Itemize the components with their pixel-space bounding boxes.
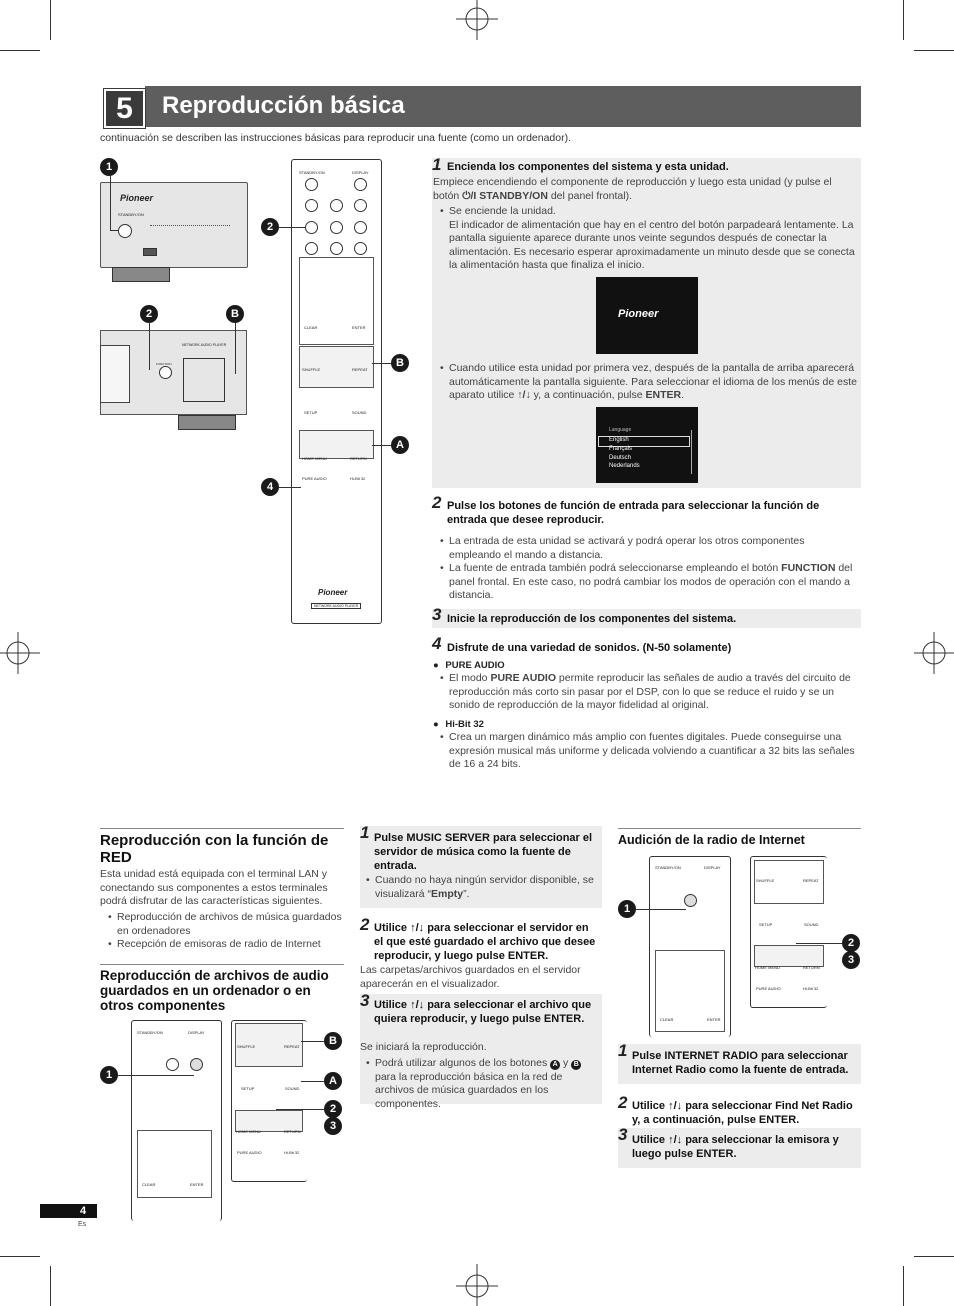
indicator-dots — [150, 225, 230, 230]
step1-bullets-2 — [440, 362, 858, 403]
callout-3: 3 — [842, 951, 860, 969]
arrows-icon: ↑/↓ — [517, 389, 531, 401]
callout-leader — [235, 322, 236, 374]
reg-mark — [903, 0, 904, 40]
step1-bullet2-enter: ENTER — [645, 389, 682, 401]
hibit-body — [440, 731, 860, 772]
step1-bullet1: Se enciende la unidad. — [449, 205, 556, 217]
power-button — [118, 224, 132, 238]
device-logo: Pioneer — [120, 193, 154, 203]
callout-A: A — [324, 1072, 342, 1090]
callout-leader — [279, 227, 305, 228]
mid-step3-body: Se iniciará la reproducción. — [360, 1041, 487, 1053]
mid-s1-b1a: Cuando no haya ningún servidor disponible, se visualizará “ — [375, 874, 594, 900]
callout-leader — [372, 363, 391, 364]
step1-body-b: del panel frontal). — [550, 189, 632, 202]
callout-leader — [110, 230, 118, 231]
pa-body-btn: PURE AUDIO — [490, 672, 556, 684]
step3-title: Inicie la reproducción de los componentes del sistema. — [447, 613, 737, 625]
pa-body-b: permite reproducir las señales de audio a través del circuito de reproducción más corto sin pasar por el DSP, con lo que se reduce el ruido y se un sonido de reproducción de la mayor fidelidad al original. — [449, 672, 851, 711]
list-item: • Cuando utilice esta unidad por primera vez, después de la pantalla de arriba aparecerá automáticamente la pantalla siguiente. Para seleccionar el idioma de los menús de este aparato utilice ↑/↓ y, a continuación, pulse ENTER. — [440, 362, 858, 403]
knob-group — [183, 358, 225, 402]
boot-screen-logo: Pioneer — [618, 308, 659, 320]
step1-title: Encienda los componentes del sistema y esta unidad. — [447, 161, 729, 173]
section-rule — [100, 828, 344, 829]
pure-audio-heading: ● PURE AUDIO — [433, 660, 505, 671]
language-option: English — [609, 437, 629, 443]
section-rule — [618, 828, 861, 829]
remote-home-label: HOME MENU — [302, 456, 327, 461]
remote-return-label: RETURN — [284, 1129, 301, 1134]
callout-1: 1 — [100, 158, 118, 176]
callout-leader — [276, 1109, 324, 1110]
mid-step2-title — [374, 921, 600, 963]
remote-clear-label: CLEAR — [142, 1182, 156, 1187]
internet-radio-button — [684, 894, 697, 907]
step1-bullet2-end: y, a continuación, pulse — [533, 389, 643, 401]
numpad-frame — [299, 257, 374, 345]
step2-bullet2b: del panel frontal. En este caso, no podrá cambiar los modos de operación con el mando a distancia. — [449, 562, 853, 601]
callout-B: B — [391, 354, 409, 372]
mid-s1-b1-bold: Empty — [431, 887, 464, 900]
remote-clear-label: CLEAR — [304, 325, 318, 330]
remote-sound-label: SOUND — [352, 410, 367, 415]
usb-button — [305, 221, 318, 234]
mid-s3-b1a: Podrá utilizar algunos de los botones — [375, 1057, 548, 1069]
language-title: Language — [609, 427, 632, 433]
music-server-button — [190, 1058, 203, 1071]
red-section-body: Esta unidad está equipada con el terminal LAN y conectando sus componentes a estos terminales podrá disfrutar de las características siguientes. — [100, 868, 328, 907]
nav-pad-frame — [754, 945, 824, 967]
remote-standby-label: STANDBY/ON — [299, 170, 325, 175]
red-bullets — [108, 911, 344, 952]
nav-pad-frame — [299, 430, 374, 459]
radio-step2-number: 2 — [618, 1093, 628, 1112]
remote-enter-label: ENTER — [707, 1017, 721, 1022]
mid-step1-title: Pulse MUSIC SERVER para seleccionar el servidor de música como la fuente de entrada. — [374, 832, 593, 872]
ipod-button — [305, 199, 318, 212]
pa-body-a: El modo — [449, 672, 488, 684]
radio-s3-title-b: para seleccionar la emisora y luego pulse ENTER. — [632, 1134, 839, 1160]
callout-leader — [118, 1075, 194, 1076]
callout-leader — [796, 943, 842, 944]
callout-2: 2 — [842, 934, 860, 952]
mid-step3-number: 3 — [360, 991, 370, 1010]
step1-bullets — [440, 205, 858, 273]
internet-radio-button — [166, 1058, 179, 1071]
intro-text: continuación se describen las instrucciones básicas para reproducir una fuente (como un ordenador). — [100, 132, 572, 144]
step2-bullet2a: La fuente de entrada también podrá seleccionarse empleando el botón — [449, 562, 779, 574]
step2-bullet2-btn: FUNCTION — [781, 562, 836, 574]
list-item: • Recepción de emisoras de radio de Internet — [108, 938, 344, 952]
language-scrollbar — [691, 430, 692, 474]
callout-leader — [279, 487, 301, 488]
remote-home-label: HOME MENU — [236, 1129, 261, 1134]
callout-B: B — [324, 1032, 342, 1050]
language-option: Nederlands — [609, 463, 640, 469]
list-item — [440, 205, 858, 273]
language-code: Es — [78, 1221, 87, 1228]
device-nap-label: NETWORK AUDIO PLAYER — [182, 343, 227, 347]
remote-shuffle-label: SHUFFLE — [237, 1044, 256, 1049]
reg-mark — [50, 1266, 51, 1306]
remote-repeat-label: REPEAT — [803, 878, 819, 883]
crosshair-icon — [0, 632, 42, 674]
remote-standby-label: STANDBY/ON — [137, 1030, 163, 1035]
remote-display-label: DISPLAY — [188, 1030, 205, 1035]
chapter-number: 5 — [104, 89, 145, 128]
list-item: • Crea un margen dinámico más amplio con fuentes digitales. Puede conseguirse una expresión musical más uniforme y delicada volviendo a cuantificar a 32 bits las señales de 16 a 24 bits. — [440, 731, 860, 772]
remote-pureaudio-label: PURE AUDIO — [302, 476, 327, 481]
remote-return-label: RETURN — [803, 965, 820, 970]
arrows-icon: ↑/↓ — [410, 922, 425, 934]
radio-s3-title-a: Utilice — [632, 1134, 666, 1146]
mid-step2-body: Las carpetas/archivos guardados en el servidor aparecerán en el visualizador. — [360, 964, 581, 990]
reg-mark — [0, 50, 40, 51]
remote-shuffle-label: SHUFFLE — [756, 878, 775, 883]
callout-3: 3 — [324, 1117, 342, 1135]
remote-enter-label: ENTER — [352, 325, 366, 330]
callout-1: 1 — [618, 900, 636, 918]
red-sub-title: Reproducción de archivos de audio guardados en un ordenador o en otros componentes — [100, 968, 329, 1013]
device-foot — [112, 267, 170, 282]
step1-body: Empiece encendiendo el componente de reproducción y luego esta unidad (y pulse el botón ⏻/I STANDBY/ON del panel frontal). — [433, 176, 832, 202]
callout-leader — [301, 1041, 324, 1042]
radio-step2-title — [632, 1099, 858, 1127]
mid-step1-bullets — [366, 874, 598, 901]
device-display — [100, 345, 130, 403]
airjam-button — [354, 221, 367, 234]
arrows-icon: ↑/↓ — [410, 999, 425, 1011]
remote-display-label: DISPLAY — [704, 865, 721, 870]
dig-usb-button — [305, 242, 318, 255]
reg-mark — [50, 0, 51, 40]
remote-setup-label: SETUP — [304, 410, 318, 415]
callout-B-inline: B — [571, 1060, 581, 1070]
remote-sound-label: SOUND — [285, 1086, 300, 1091]
mid-step3-bullets — [366, 1057, 600, 1111]
step1-body-a: Empiece encendiendo el componente de reproducción y luego esta unidad (y pulse el botón — [433, 176, 832, 202]
language-option: Français — [609, 446, 633, 452]
crosshair-icon — [456, 1264, 498, 1306]
step3-number: 3 — [432, 605, 442, 624]
radio-step3-title — [632, 1133, 858, 1161]
callout-1: 1 — [100, 1066, 118, 1084]
display-button — [354, 178, 367, 191]
callout-2: 2 — [324, 1100, 342, 1118]
callout-4: 4 — [261, 478, 279, 496]
remote-nap-label: NETWORK AUDIO PLAYER — [311, 603, 361, 609]
numpad-frame — [137, 1130, 212, 1198]
list-item — [366, 874, 598, 901]
remote-enter-label: ENTER — [190, 1182, 204, 1187]
arrows-icon: ↑/↓ — [668, 1100, 683, 1112]
callout-B: B — [226, 305, 244, 323]
mid-step1-number: 1 — [360, 823, 370, 842]
function-label: FUNCTION — [156, 362, 172, 366]
callout-leader — [110, 175, 111, 230]
step1-bullet2: Cuando utilice esta unidad por primera vez, después de la pantalla de arriba aparecerá automáticamente la pantalla siguiente. Para seleccionar el idioma de los menús de este aparato utilice — [449, 362, 857, 401]
mid-s3-title-b: para seleccionar el archivo que quiera reproducir, y luego pulse ENTER. — [374, 999, 592, 1025]
radio-s2-title-a: Utilice — [632, 1100, 666, 1112]
red-section-title: Reproducción con la función de RED — [100, 832, 329, 866]
reg-mark — [914, 1256, 954, 1257]
radio-s2-title-b: para seleccionar Find Net Radio y, a continuación, pulse ENTER. — [632, 1100, 853, 1126]
remote-logo: Pioneer — [318, 588, 348, 597]
remote-setup-label: SETUP — [241, 1086, 255, 1091]
section-rule — [100, 964, 344, 965]
step2-number: 2 — [432, 493, 442, 512]
mid-s2-title-b: para seleccionar el servidor en el que esté guardado el archivo que desee reproducir, y luego pulse ENTER. — [374, 922, 596, 962]
radio-step3-number: 3 — [618, 1125, 628, 1144]
callout-A: A — [391, 436, 409, 454]
callout-leader — [149, 322, 150, 370]
dig2-button — [354, 242, 367, 255]
hibit-heading: ● Hi-Bit 32 — [433, 719, 484, 730]
mid-s3-b1-y: y — [563, 1057, 569, 1069]
internet-radio-button — [330, 199, 343, 212]
callout-leader — [372, 445, 391, 446]
step1-number: 1 — [432, 155, 442, 174]
callout-A-inline: A — [550, 1060, 560, 1070]
step1-bullet1-cont: El indicador de alimentación que hay en el centro del botón parpadeará lentamente. La pantalla siguiente aparece durante unos veinte segundos después de conectar la alimentación. Es necesario esperar aproximadamente un minuto desde que se conecta la alimentación hasta que finaliza el inicio. — [449, 218, 855, 271]
remote-setup-label: SETUP — [759, 922, 773, 927]
step4-number: 4 — [432, 634, 442, 653]
radio-step1-title: Pulse INTERNET RADIO para seleccionar Internet Radio como la fuente de entrada. — [632, 1050, 849, 1076]
reg-mark — [914, 50, 954, 51]
arrows-icon: ↑/↓ — [668, 1134, 683, 1146]
remote-hibit-label: Hi-Bit 32 — [284, 1150, 300, 1155]
remote-sound-label: SOUND — [804, 922, 819, 927]
function-button — [159, 366, 172, 379]
callout-leader — [636, 909, 686, 910]
page-number: 4 — [40, 1204, 97, 1218]
mid-s3-b1b: para la reproducción básica en la red de archivos de música guardados en los componentes. — [375, 1070, 563, 1110]
step4-title: Disfrute de una variedad de sonidos. (N-50 solamente) — [447, 642, 732, 654]
list-item — [366, 1057, 600, 1111]
callout-2: 2 — [261, 218, 279, 236]
remote-repeat-label: REPEAT — [284, 1044, 300, 1049]
list-item: • Reproducción de archivos de música guardados en ordenadores — [108, 911, 344, 938]
callout-2: 2 — [140, 305, 158, 323]
remote-standby-label: STANDBY/ON — [655, 865, 681, 870]
remote-hibit-label: Hi-Bit 32 — [803, 986, 819, 991]
radio-step1-number: 1 — [618, 1041, 628, 1060]
device-foot — [178, 415, 236, 430]
hibit-head: Hi-Bit 32 — [445, 719, 484, 730]
reg-mark — [0, 1256, 40, 1257]
mid-s2-title-a: Utilice — [374, 922, 408, 934]
remote-clear-label: CLEAR — [660, 1017, 674, 1022]
list-item: • La entrada de esta unidad se activará y podrá operar los otros componentes empleando el mando a distancia. — [440, 535, 858, 562]
page-title: Reproducción básica — [162, 92, 405, 119]
crosshair-icon — [456, 0, 498, 42]
callout-leader — [301, 1081, 324, 1082]
language-option: Deutsch — [609, 455, 632, 461]
remote-return-label: RETURN — [350, 456, 367, 461]
step2-bullets — [440, 535, 858, 603]
crosshair-icon — [912, 632, 954, 674]
remote-hibit-label: Hi-Bit 32 — [350, 476, 366, 481]
remote-display-label: DISPLAY — [352, 170, 369, 175]
mid-step3-title — [374, 998, 600, 1026]
device-standby-label: STANDBY/ON — [118, 212, 144, 217]
remote-shuffle-label: SHUFFLE — [302, 367, 321, 372]
step1-body-btn: /I STANDBY/ON — [470, 189, 548, 202]
list-item — [440, 672, 860, 713]
list-item — [440, 562, 858, 603]
remote-repeat-label: REPEAT — [352, 367, 368, 372]
remote-pureaudio-label: PURE AUDIO — [756, 986, 781, 991]
step2-title: Pulse los botones de función de entrada para seleccionar la función de entrada que desee reproducir. — [447, 500, 820, 526]
reg-mark — [903, 1266, 904, 1306]
remote-pureaudio-label: PURE AUDIO — [237, 1150, 262, 1155]
radio-section-title: Audición de la radio de Internet — [618, 833, 805, 847]
bluetooth-button — [330, 221, 343, 234]
standby-button — [305, 178, 318, 191]
pure-audio-body — [440, 672, 860, 713]
music-server-button — [354, 199, 367, 212]
remote-home-label: HOME MENU — [755, 965, 780, 970]
mid-s3-title-a: Utilice — [374, 999, 408, 1011]
usb-port — [143, 248, 157, 256]
pure-audio-head: PURE AUDIO — [445, 660, 505, 671]
mid-s1-b1b: ”. — [463, 887, 470, 900]
mid-step2-number: 2 — [360, 915, 370, 934]
dig1-button — [330, 242, 343, 255]
